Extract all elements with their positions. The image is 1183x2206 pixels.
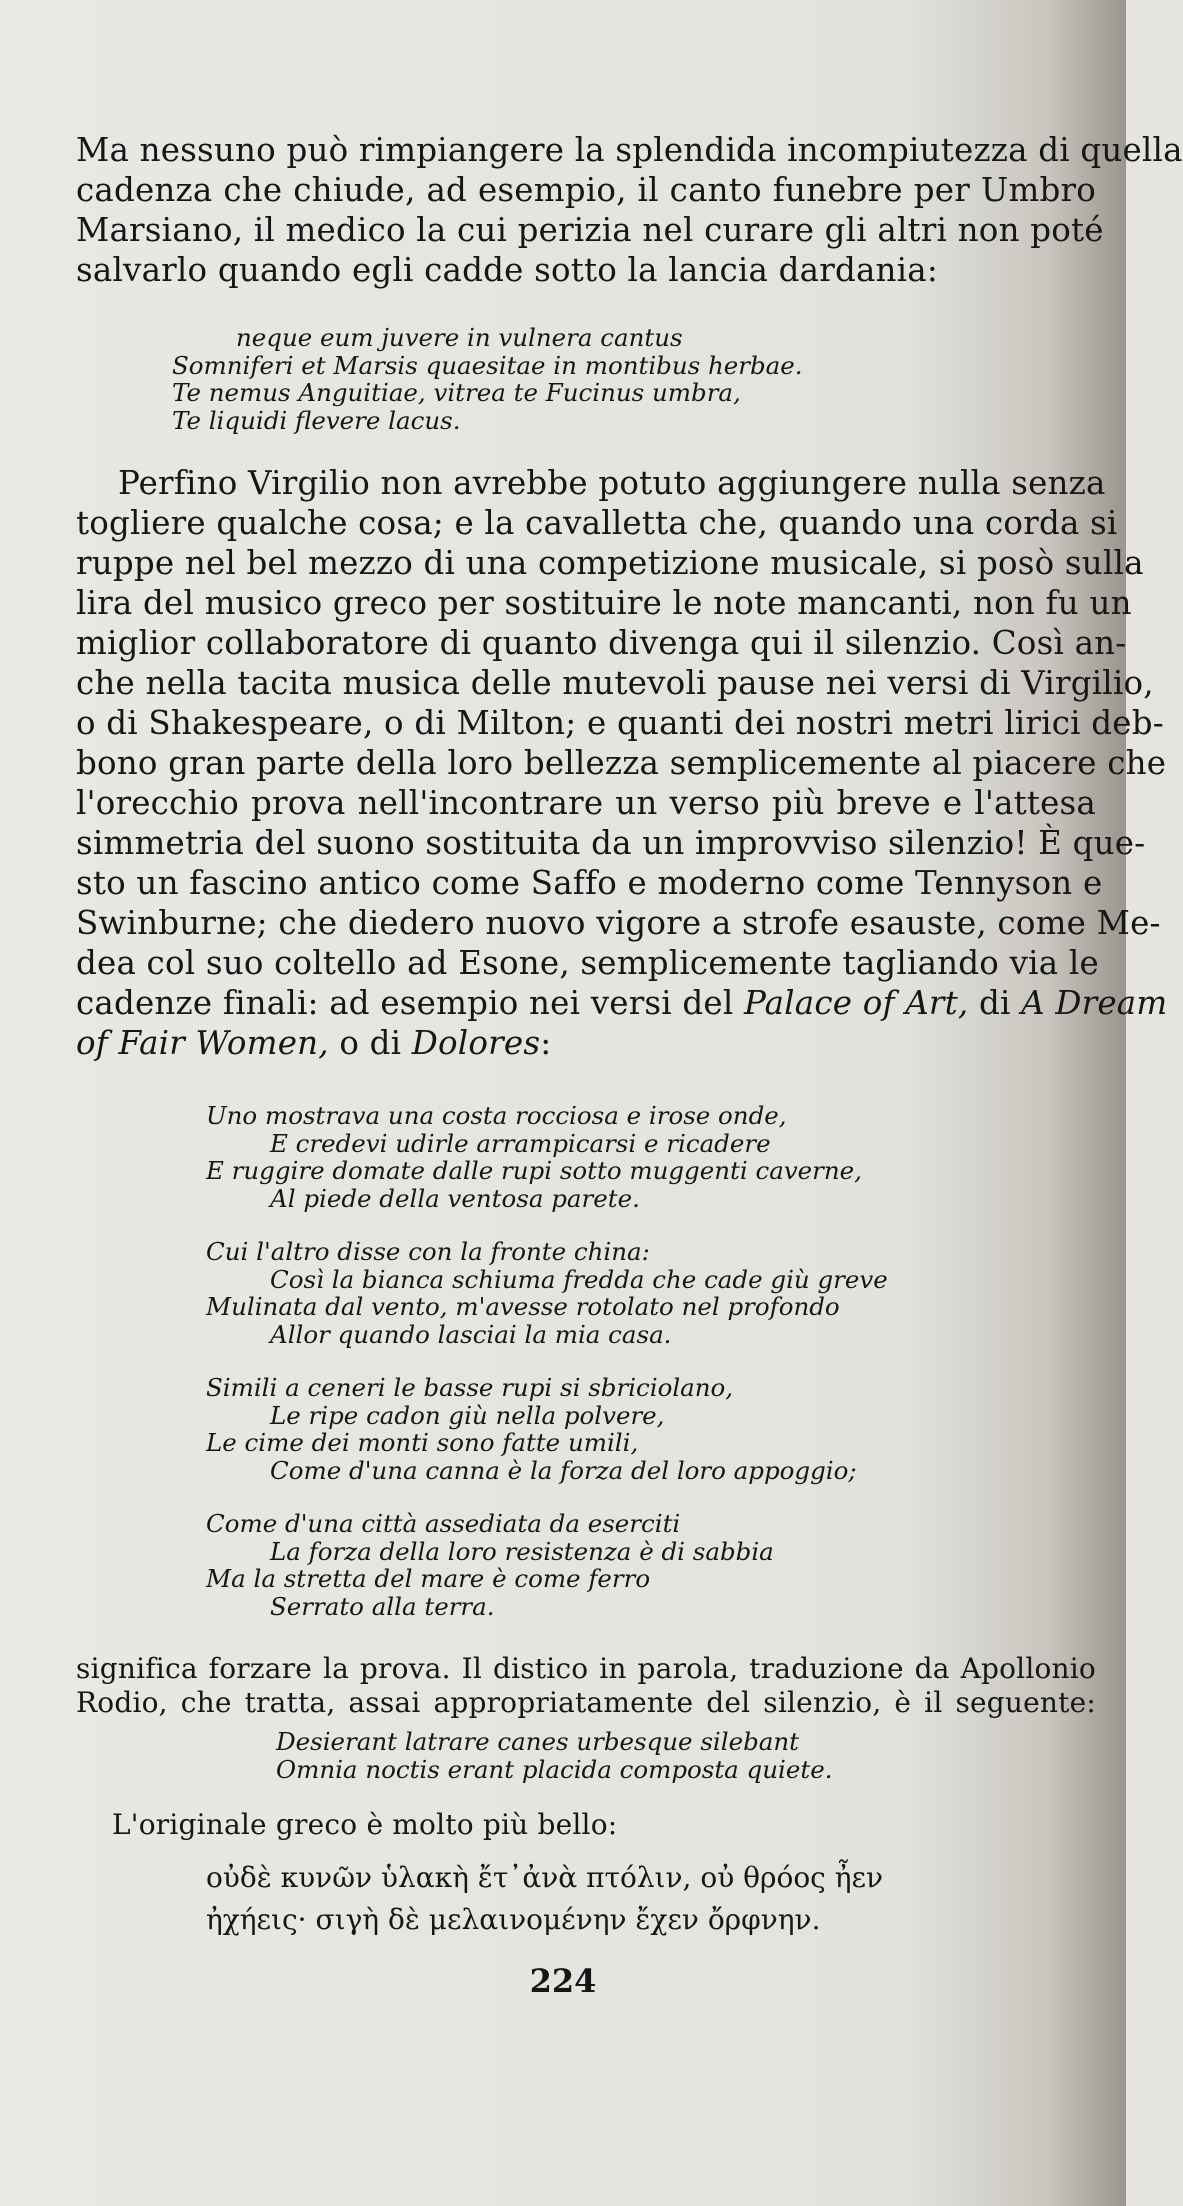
text-line: o di Shakespeare, o di Milton; e quanti dei nostri metri lirici deb- [76,704,1164,742]
verse-line: E ruggire domate dalle rupi sotto muggenti caverne, [206,1156,862,1185]
text-line: bono gran parte della loro bellezza semplicemente al piacere che [76,744,1167,782]
text-line: Marsiano, il medico la cui perizia nel curare gli altri non poté [76,211,1104,249]
verse-line: La forza della loro resistenza è di sabbia [270,1536,774,1566]
text-line: Rodio, che tratta, assai appropriatamente del silenzio, è il seguente: [76,1686,1096,1719]
verse-line: Cui l'altro disse con la fronte china: [206,1237,650,1266]
verse-line: Te liquidi flevere lacus. [172,405,461,435]
verse-line: Simili a ceneri le basse rupi si sbriciolano, [206,1373,734,1402]
latin-quote-2 [276,1728,833,1783]
verse-line: Al piede della ventosa parete. [270,1183,640,1213]
title-fair-women: of Fair Women, [76,1024,329,1062]
text-fragment: o di [328,1024,412,1062]
text-line: salvarlo quando egli cadde sotto la lancia dardania: [76,251,938,289]
verse-line: Te nemus Anguitiae, vitrea te Fucinus umbra, [172,378,741,407]
paragraph-1 [76,130,1183,290]
verse-line: Come d'una città assediata da eserciti [206,1509,681,1538]
paragraph-2 [76,463,1168,1063]
verse-line: Ma la stretta del mare è come ferro [206,1564,651,1593]
text-line: lira del musico greco per sostituire le note mancanti, non fu un [76,584,1132,622]
verse-line: Le cime dei monti sono fatte umili, [206,1428,639,1457]
verse-line: Uno mostrava una costa rocciosa e irose onde, [206,1101,787,1130]
verse-line: Così la bianca schiuma fredda che cade giù greve [270,1264,888,1294]
verse-line: Mulinata dal vento, m'avesse rotolato nel profondo [206,1292,840,1321]
paragraph-3 [76,1652,1096,1720]
text-line: l'orecchio prova nell'incontrare un verso più breve e l'attesa [76,784,1096,822]
text-fragment: : [540,1024,552,1062]
text-line: Ma nessuno può rimpiangere la splendida incompiutezza di quella [76,131,1183,169]
poem-stanza [206,1102,888,1212]
text-line: dea col suo coltello ad Esone, semplicemente tagliando via le [76,944,1099,982]
greek-line: ἠχήεις· σιγὴ δὲ μελαινομένην ἔχεν ὄρφνην. [206,1903,821,1936]
text-line: Perfino Virgilio non avrebbe potuto aggiungere nulla senza [118,464,1106,502]
title-palace-of-art: Palace of Art, [744,984,969,1022]
verse-line: Omnia noctis erant placida composta quiete. [276,1754,833,1784]
text-line: cadenza che chiude, ad esempio, il canto funebre per Umbro [76,171,1096,209]
title-dolores: Dolores [411,1024,541,1062]
text-line [76,983,1168,1023]
text-fragment: di [968,984,1022,1022]
poem-stanza [206,1510,888,1620]
verse-line: Come d'una canna è la forza del loro appoggio; [270,1455,857,1485]
text-line: simmetria del suono sostituita da un improvviso silenzio! È que- [76,824,1146,862]
poem-stanza [206,1238,888,1348]
verse-line: Desierant latrare canes urbesque silebant [276,1727,800,1756]
title-a-dream: A Dream [1021,984,1168,1022]
verse-line: Somniferi et Marsis quaesitae in montibus herbae. [172,350,803,380]
text-line: miglior collaboratore di quanto divenga qui il silenzio. Così an- [76,624,1127,662]
greek-quote [206,1857,883,1941]
text-line [76,1023,1096,1063]
latin-quote-1 [172,324,803,434]
text-line: L'originale greco è molto più bello: [112,1808,618,1841]
text-line: Swinburne; che diedero nuovo vigore a strofe esauste, come Me- [76,904,1161,942]
poem [206,1102,888,1620]
greek-line: οὐδὲ κυνῶν ὑλακὴ ἔτ᾽ἀνὰ πτόλιν, οὐ θρόος ἦεν [206,1861,884,1894]
verse-line: Allor quando lasciai la mia casa. [270,1319,672,1349]
verse-line: Serrato alla terra. [270,1591,495,1621]
verse-line: Le ripe cadon giù nella polvere, [270,1400,665,1430]
text-line: che nella tacita musica delle mutevoli pause nei versi di Virgilio, [76,664,1154,702]
text-fragment: cadenze finali: ad esempio nei versi del [76,984,744,1022]
text-line: togliere qualche cosa; e la cavalletta che, quando una corda si [76,504,1118,542]
paragraph-4 [112,1808,617,1842]
text-line: sto un fascino antico come Saffo e moderno come Tennyson e [76,864,1103,902]
text-line: ruppe nel bel mezzo di una competizione musicale, si posò sulla [76,544,1144,582]
page-number: 224 [529,1962,597,2000]
verse-line: neque eum juvere in vulnera cantus [236,323,683,352]
poem-stanza [206,1374,888,1484]
text-line: significa forzare la prova. Il distico in parola, traduzione da Apollonio [76,1652,1096,1685]
verse-line: E credevi udirle arrampicarsi e ricadere [270,1128,771,1158]
